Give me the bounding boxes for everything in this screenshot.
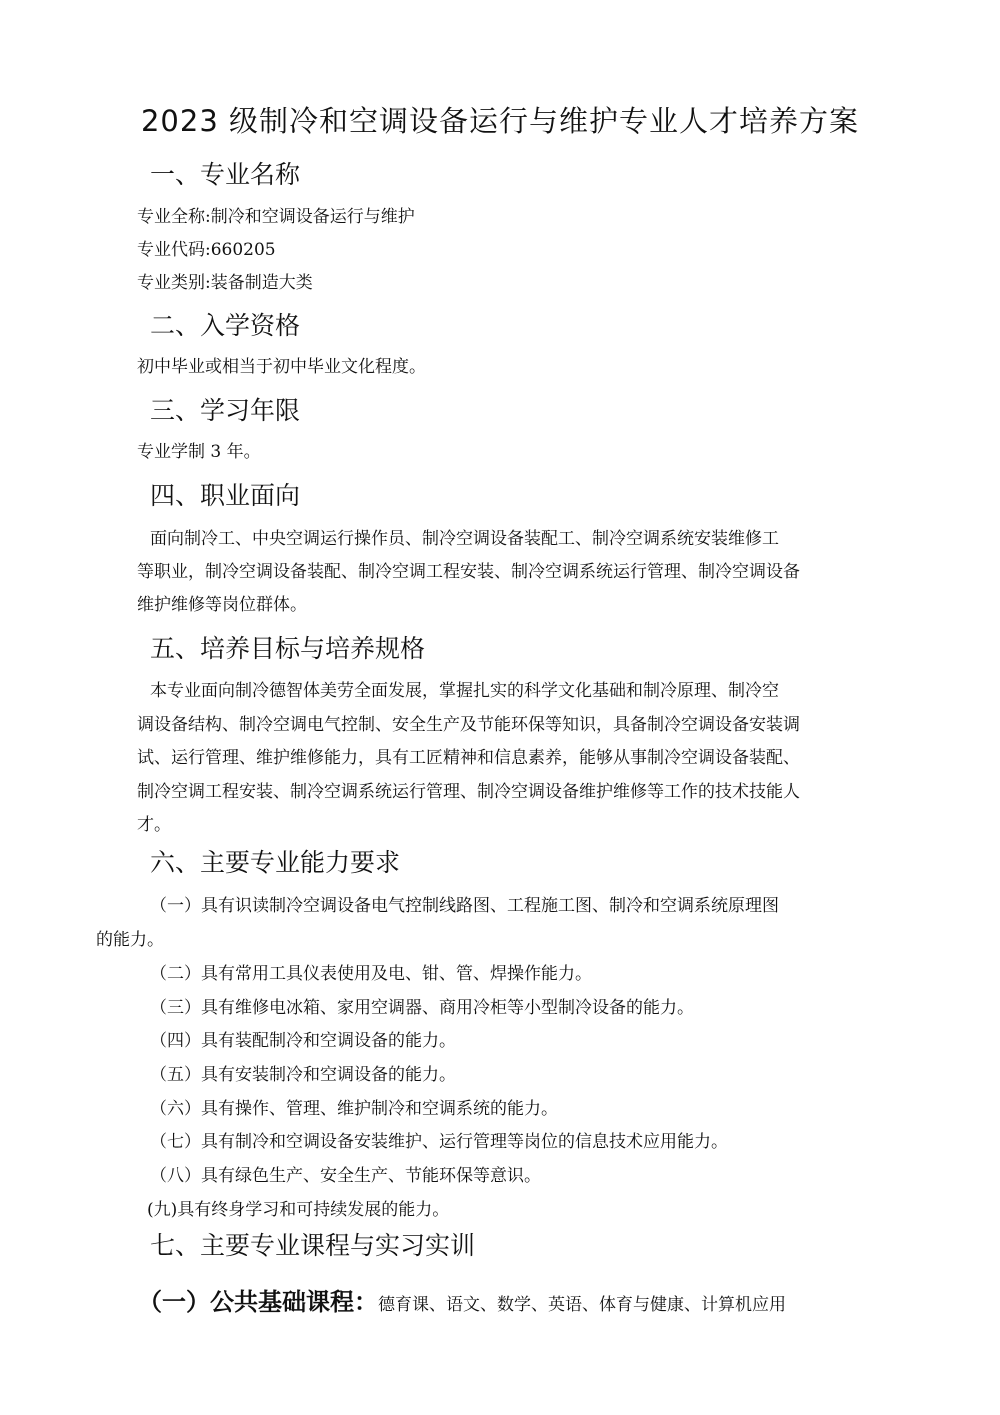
objective-line-2: 调设备结构、制冷空调电气控制、安全生产及节能环保等知识，具备制冷空调设备安装调 bbox=[137, 715, 800, 735]
ability-item-8: （八）具有绿色生产、安全生产、节能环保等意识。 bbox=[150, 1166, 541, 1186]
section-heading-5: 五、培养目标与培养规格 bbox=[150, 634, 426, 663]
ability-item-1: （一）具有识读制冷空调设备电气控制线路图、工程施工图、制冷和空调系统原理图 bbox=[150, 896, 779, 916]
public-courses-text: 德育课、语文、数学、英语、体育与健康、计算机应用 bbox=[378, 1295, 786, 1315]
duration-text: 专业学制 3 年。 bbox=[137, 442, 261, 462]
major-full-name: 专业全称:制冷和空调设备运行与维护 bbox=[137, 207, 415, 227]
ability-item-7: （七）具有制冷和空调设备安装维护、运行管理等岗位的信息技术应用能力。 bbox=[150, 1132, 728, 1152]
objective-line-4: 制冷空调工程安装、制冷空调系统运行管理、制冷空调设备维护维修等工作的技术技能人 bbox=[137, 782, 800, 802]
ability-item-5: （五）具有安装制冷和空调设备的能力。 bbox=[150, 1065, 456, 1085]
ability-item-6: （六）具有操作、管理、维护制冷和空调系统的能力。 bbox=[150, 1099, 558, 1119]
career-line-3: 维护维修等岗位群体。 bbox=[137, 595, 307, 615]
objective-line-5: 才。 bbox=[137, 815, 171, 835]
section-heading-6: 六、主要专业能力要求 bbox=[150, 848, 401, 877]
ability-item-3: （三）具有维修电冰箱、家用空调器、商用冷柜等小型制冷设备的能力。 bbox=[150, 998, 694, 1018]
ability-item-1-cont: 的能力。 bbox=[96, 930, 164, 950]
public-courses-line bbox=[138, 1282, 786, 1325]
section-heading-1: 一、专业名称 bbox=[150, 160, 301, 189]
section-heading-7: 七、主要专业课程与实习实训 bbox=[150, 1231, 476, 1260]
admission-text: 初中毕业或相当于初中毕业文化程度。 bbox=[137, 357, 426, 377]
objective-line-1: 本专业面向制冷德智体美劳全面发展，掌握扎实的科学文化基础和制冷原理、制冷空 bbox=[150, 681, 779, 701]
section-heading-2: 二、入学资格 bbox=[150, 311, 301, 340]
ability-item-4: （四）具有装配制冷和空调设备的能力。 bbox=[150, 1031, 456, 1051]
document-title: 2023 级制冷和空调设备运行与维护专业人才培养方案 bbox=[140, 104, 860, 138]
major-category: 专业类别:装备制造大类 bbox=[137, 273, 313, 293]
major-code: 专业代码:660205 bbox=[137, 240, 276, 260]
ability-item-9: (九)具有终身学习和可持续发展的能力。 bbox=[147, 1200, 450, 1220]
section-heading-3: 三、学习年限 bbox=[150, 396, 301, 425]
career-line-1: 面向制冷工、中央空调运行操作员、制冷空调设备装配工、制冷空调系统安装维修工 bbox=[150, 529, 779, 549]
ability-item-2: （二）具有常用工具仪表使用及电、钳、管、焊操作能力。 bbox=[150, 964, 592, 984]
public-courses-label: （一）公共基础课程： bbox=[138, 1288, 378, 1316]
career-line-2: 等职业，制冷空调设备装配、制冷空调工程安装、制冷空调系统运行管理、制冷空调设备 bbox=[137, 562, 800, 582]
objective-line-3: 试、运行管理、维护维修能力，具有工匠精神和信息素养，能够从事制冷空调设备装配、 bbox=[137, 748, 800, 768]
section-heading-4: 四、职业面向 bbox=[150, 481, 301, 510]
